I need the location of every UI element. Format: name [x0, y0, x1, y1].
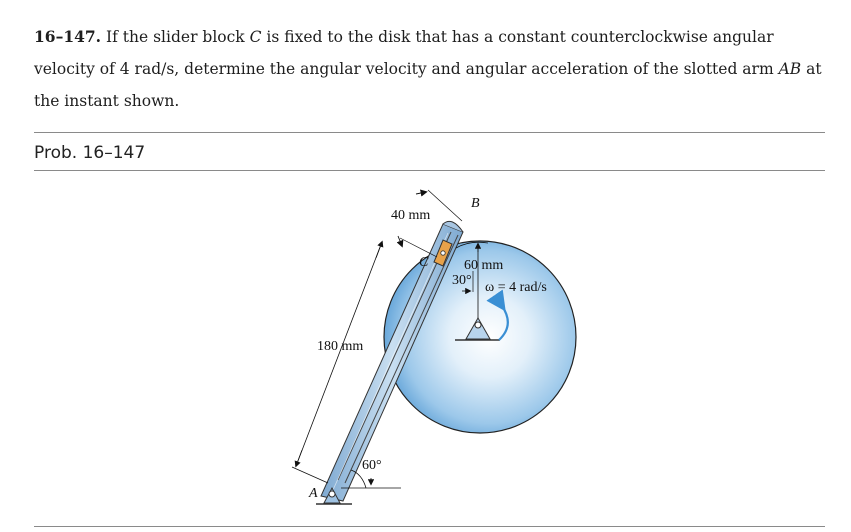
- label-omega: ω = 4 rad/s: [485, 280, 547, 295]
- label-40mm: 40 mm: [391, 208, 431, 223]
- var-c: C: [249, 28, 262, 46]
- problem-number: 16–147.: [34, 27, 102, 46]
- label-b: B: [471, 196, 480, 211]
- label-60deg: 60°: [362, 458, 382, 473]
- label-30deg: 30°: [452, 273, 472, 288]
- label-60mm: 60 mm: [464, 258, 504, 273]
- problem-text-3: at the instant shown.: [34, 60, 822, 110]
- divider-bottom: [34, 526, 825, 527]
- label-c: C: [419, 255, 429, 270]
- label-180mm: 180 mm: [317, 339, 364, 354]
- problem-text-1: If the slider block: [101, 28, 250, 46]
- dimension-180mm: [292, 242, 382, 483]
- figure-caption: Prob. 16–147: [34, 143, 146, 163]
- label-a: A: [309, 486, 318, 501]
- var-ab: AB: [778, 60, 802, 78]
- problem-text-2: is fixed to the disk that has a constant counterclockwise angular velocity of 4 rad/s, determine the angular velocity and angular acceleration of the slotted arm: [34, 28, 779, 78]
